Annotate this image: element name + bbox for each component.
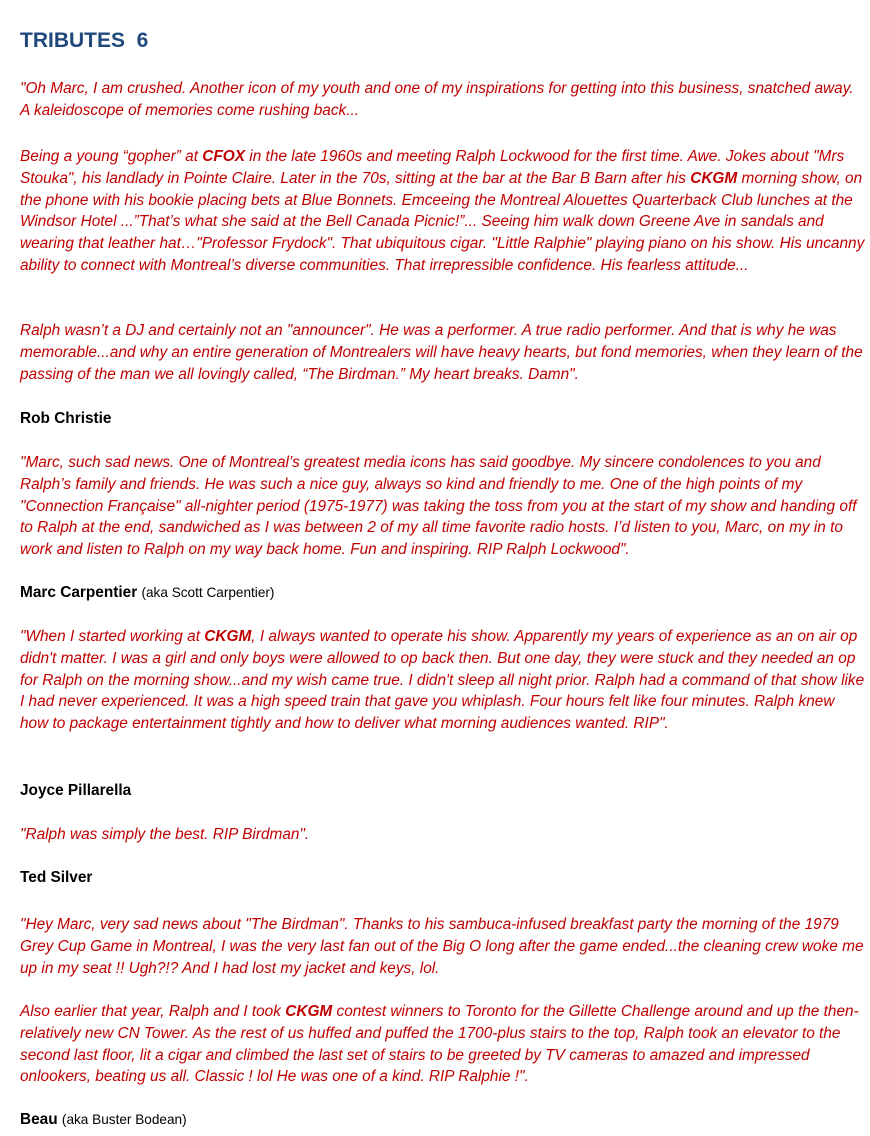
author-name: Joyce Pillarella xyxy=(20,782,132,799)
tribute-text: "Marc, such sad news. One of Montreal’s greatest media icons has said goodbye. My sincere condolences to you and Ralph’s family and friends. He was such a nice guy, always so kind and friendly to me. One of the high points of my "Connection Française" all-nighter period (1975-1977) was taking the toss from you at the start of my show and handing off to Ralph at the end, sandwiched as I was between 2 of my all time favorite radio hosts. I’d listen to you, Marc, on my in to work and listen to Ralph on my way back home. Fun and inspiring. RIP Ralph Lockwood". xyxy=(20,454,857,559)
tribute-text: "Oh Marc, I am crushed. Another icon of my youth and one of my inspirations for getting into this business, snatched away. A kaleidoscope of memories come rushing back... xyxy=(20,80,854,119)
tribute-paragraph xyxy=(20,1001,865,1088)
station-call-letters: CFOX xyxy=(202,148,246,165)
tribute-paragraph xyxy=(20,914,865,979)
tribute-author xyxy=(20,409,112,429)
tribute-text: Being a young “gopher” at xyxy=(20,148,203,165)
tribute-paragraph xyxy=(20,824,865,846)
tribute-text: in the late 1960s and meeting Ralph Lockwood for the first time. Awe. Jokes about "Mrs Stouka", his landlady in Pointe Claire. Later in the 70s, sitting at the bar at the Bar B Barn after his xyxy=(20,148,845,187)
author-alias: (aka Buster Bodean) xyxy=(61,1112,187,1127)
tribute-text: contest winners to Toronto for the Gillette Challenge around and up the then-relatively new CN Tower. As the rest of us huffed and puffed the 1700-plus stairs to the top, Ralph took an elevator to the second last floor, lit a cigar and climbed the last set of stairs to be greeted by TV cameras to amazed and impressed onlookers, beating us all. Classic ! lol He was one of a kind. RIP Ralphie !". xyxy=(20,1003,859,1086)
station-call-letters: CKGM xyxy=(285,1003,333,1020)
tribute-text: "Hey Marc, very sad news about "The Birdman". Thanks to his sambuca-infused breakfast party the morning of the 1979 Grey Cup Game in Montreal, I was the very last fan out of the Big O long after the game ended...the cleaning crew woke me up in my seat !! Ugh?!? And I had lost my jacket and keys, lol. xyxy=(20,916,864,977)
tribute-author xyxy=(20,583,274,603)
tribute-text: Also earlier that year, Ralph and I took xyxy=(20,1003,286,1020)
page-title: TRIBUTES 6 xyxy=(20,29,149,52)
tribute-text: Ralph wasn’t a DJ and certainly not an "announcer". He was a performer. A true radio performer. And that is why he was memorable...and why an entire generation of Montrealers will have heavy hearts, but fond memories, when they learn of the passing of the man we all lovingly called, “The Birdman.” My heart breaks. Damn". xyxy=(20,322,863,383)
tribute-author xyxy=(20,1110,187,1130)
author-name: Rob Christie xyxy=(20,410,112,427)
tribute-paragraph xyxy=(20,452,865,561)
tribute-text: morning show, on the phone with his bookie placing bets at Blue Bonnets. Emceeing the Montreal Alouettes Quarterback Club lunches at the Windsor Hotel ...”That’s what she said at the Bell Canada Picnic!”... Seeing him walk down Greene Ave in sandals and wearing that leather hat…"Professor Frydock". That ubiquitous cigar. "Little Ralphie" playing piano on his show. His uncanny ability to connect with Montreal’s diverse communities. That irrepressible confidence. His fearless attitude... xyxy=(20,169,865,274)
author-name: Beau xyxy=(20,1111,58,1128)
author-name: Marc Carpentier xyxy=(20,584,138,601)
tribute-text: "Ralph was simply the best. RIP Birdman". xyxy=(20,826,310,843)
station-call-letters: CKGM xyxy=(690,169,738,187)
author-alias: (aka Scott Carpentier) xyxy=(141,585,275,600)
tribute-paragraph xyxy=(20,78,865,122)
tribute-text: "When I started working at xyxy=(20,628,205,645)
author-name: Ted Silver xyxy=(20,869,93,886)
station-call-letters: CKGM xyxy=(204,628,252,645)
tribute-text: , I always wanted to operate his show. Apparently my years of experience as an on air op didn't matter. I was a girl and only boys were allowed to op back then. But one day, they were stuck and they needed an op for Ralph on the morning show...and my wish came true. I didn't sleep all night prior. Ralph had a command of that show like I had never experienced. It was a high speed train that gave you whiplash. Four hours felt like four minutes. Ralph knew how to package entertainment tightly and how to deliver what morning audiences wanted. RIP". xyxy=(20,628,865,733)
tribute-paragraph xyxy=(20,146,865,277)
tribute-paragraph xyxy=(20,626,865,735)
tribute-author xyxy=(20,781,131,801)
tribute-author xyxy=(20,868,92,888)
tribute-paragraph xyxy=(20,320,865,385)
